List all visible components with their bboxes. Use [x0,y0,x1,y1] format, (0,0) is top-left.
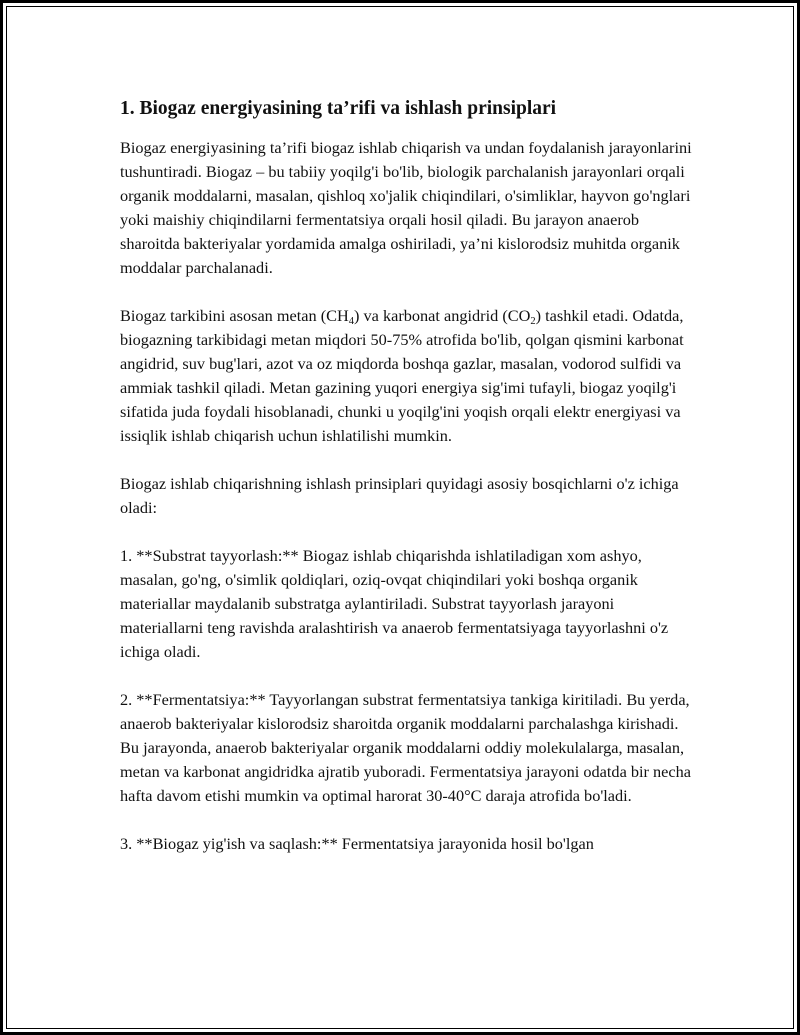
paragraph-composition [120,304,700,448]
paragraph-definition: Biogaz energiyasining ta’rifi biogaz ishlab chiqarish va undan foydalanish jarayonlarini tushuntiradi. Biogaz – bu tabiiy yoqilg'i bo'lib, biologik parchalanish jarayonlari orqali organik moddalarni, masalan, qishloq xo'jalik chiqindilari, o'simliklar, hayvon go'nglari yoki maishiy chiqindilarni fermentatsiya orqali hosil qiladi. Bu jarayon anaerob sharoitda bakteriyalar yordamida amalga oshiriladi, ya’ni kislorodsiz muhitda organik moddalar parchalanadi. [120,138,692,277]
paragraph-principles-intro: Biogaz ishlab chiqarishning ishlash prinsiplari quyidagi asosiy bosqichlarni o'z ichiga oladi: [120,474,679,517]
list-item-collection: 3. **Biogaz yig'ish va saqlash:** Fermentatsiya jarayonida hosil bo'lgan [120,834,594,853]
section-heading: 1. Biogaz energiyasining ta’rifi va ishlash prinsiplari [120,98,557,119]
document-body [120,96,700,880]
methane-subscript: 4 [348,316,355,327]
composition-text-3: ) tashkil etadi. Odatda, biogazning tarkibidagi metan miqdori 50-75% atrofida bo'lib, qolgan qismini karbonat angidrid, suv bug'lari, azot va oz miqdorda boshqa gazlar, masalan, vodorod sulfidi va ammiak tashkil qiladi. Metan gazining yuqori energiya sig'imi tufayli, biogaz yoqilg'i sifatida juda foydali hisoblanadi, chunki u yoqilg'ini yoqish orqali elektr energiyasi va issiqlik ishlab chiqarish uchun ishlatilishi mumkin. [120,306,684,445]
list-item-substrate: 1. **Substrat tayyorlash:** Biogaz ishlab chiqarishda ishlatiladigan xom ashyo, masalan, go'ng, o'simlik qoldiqlari, oziq-ovqat chiqindilari yoki boshqa organik materiallar maydalanib substratga aylantiriladi. Substrat tayyorlash jarayoni materiallarni teng ravishda aralashtirish va anaerob fermentatsiyaga tayyorlashni o'z ichiga oladi. [120,546,669,661]
composition-text-1: Biogaz tarkibini asosan metan (CH [120,306,349,325]
composition-text-2: ) va karbonat angidrid (CO [354,306,531,325]
list-item-fermentation: 2. **Fermentatsiya:** Tayyorlangan substrat fermentatsiya tankiga kiritiladi. Bu yerda, anaerob bakteriyalar kislorodsiz sharoitda organik moddalarni parchalashga kirishadi. Bu jarayonda, anaerob bakteriyalar organik moddalarni oddiy molekulalarga, masalan, metan va karbonat angidridka ajratib yuboradi. Fermentatsiya jarayoni odatda bir necha hafta davom etishi mumkin va optimal harorat 30-40°C daraja atrofida bo'ladi. [120,690,691,805]
co2-subscript: 2 [530,316,536,327]
